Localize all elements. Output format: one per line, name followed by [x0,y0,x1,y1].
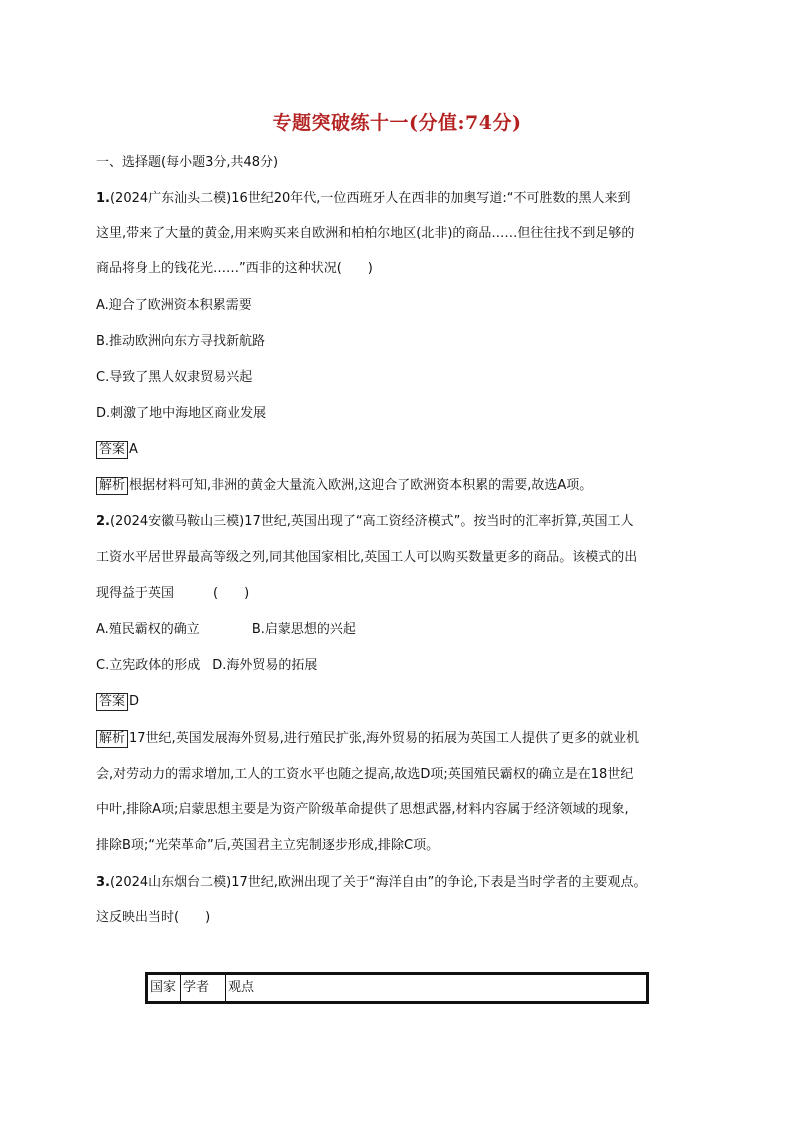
q2-line-3: 现得益于英国 ( ) [96,586,250,601]
q2-analysis-line-2: 会,对劳动力的需求增加,工人的工资水平也随之提高,故选D项;英国殖民霸权的确立是在18世纪 [96,767,634,782]
q2-option-d: D.海外贸易的拓展 [212,658,318,673]
q2-line-1: 2.(2024安徽马鞍山三模)17世纪,英国出现了“高工资经济模式”。按当时的汇率折算,英国工人 [96,514,634,529]
q2-option-a: A.殖民霸权的确立 [96,622,200,637]
q2-analysis-line-3: 中叶,排除A项;启蒙思想主要是为资产阶级革命提供了思想武器,材料内容属于经济领域的现象, [96,802,629,817]
q2-option-b: B.启蒙思想的兴起 [251,622,356,637]
q1-line-3: 商品将身上的钱花光……”西非的这种状况( ) [96,261,373,276]
q1-option-d: D.刺激了地中海地区商业发展 [96,406,267,421]
section-heading: 一、选择题(每小题3分,共48分) [96,155,279,170]
q1-line-2: 这里,带来了大量的黄金,用来购买来自欧洲和柏柏尔地区(北非)的商品……但往往找不到足够的 [96,226,635,241]
answer-label: 答案 [96,441,128,459]
analysis-label: 解析 [96,730,128,748]
q3-line-1: 3.(2024山东烟台二模)17世纪,欧洲出现了关于“海洋自由”的争论,下表是当时学者的主要观点。 [96,875,647,890]
analysis-label: 解析 [96,477,128,495]
q2-analysis-line-1: 解析 17世纪,英国发展海外贸易,进行殖民扩张,海外贸易的拓展为英国工人提供了更多的就业机 [96,729,706,749]
q1-answer: 答案 A [96,440,706,460]
q1-option-c: C.导致了黑人奴隶贸易兴起 [96,370,253,385]
q1-option-a: A.迎合了欧洲资本积累需要 [96,298,252,313]
q1-analysis: 解析 根据材料可知,非洲的黄金大量流入欧洲,这迎合了欧洲资本积累的需要,故选A项。 [96,476,706,496]
q2-option-c: C.立宪政体的形成 [96,658,201,673]
q2-line-2: 工资水平居世界最高等级之列,同其他国家相比,英国工人可以购买数量更多的商品。该模式的出 [96,550,638,565]
q2-options-row-2 [96,656,706,676]
q2-number: 2. [96,514,110,529]
q1-number: 1. [96,191,110,206]
q1-line-1: 1.(2024广东汕头二模)16世纪20年代,一位西班牙人在西非的加奥写道:“不可胜数的黑人来到 [96,191,631,206]
page-title: 专题突破练十一(分值:74分) [272,112,522,134]
q3-line-2: 这反映出当时( ) [96,910,211,925]
q2-options-row-1 [96,620,706,640]
q1-option-b: B.推动欧洲向东方寻找新航路 [96,334,266,349]
q3-number: 3. [96,875,110,890]
q2-answer: 答案 D [96,692,706,712]
q3-table [145,972,649,1004]
table-header-row [147,974,648,1003]
table-header-cell: 学者 [181,974,226,1003]
q2-analysis-line-4: 排除B项;“光荣革命”后,英国君主立宪制逐步形成,排除C项。 [96,838,440,853]
answer-label: 答案 [96,693,128,711]
table-header-cell: 国家 [147,974,181,1003]
table-header-cell: 观点 [226,974,648,1003]
